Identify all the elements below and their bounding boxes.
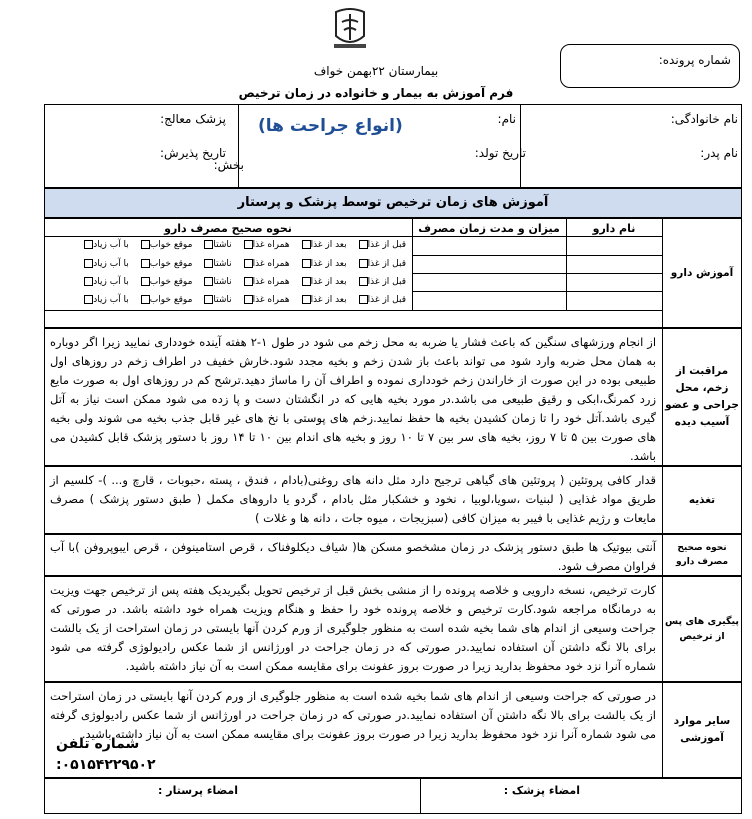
usage-option[interactable] [242, 240, 290, 250]
usage-option[interactable] [139, 295, 193, 305]
usage-option-label: بعد از غذا [310, 240, 347, 250]
checkbox-icon[interactable] [84, 259, 93, 268]
usage-option[interactable] [242, 277, 290, 287]
signatures-row [44, 778, 742, 814]
drug-usage-option-row [82, 277, 406, 287]
usage-option-label: قبل از غذا [367, 259, 406, 269]
father-name-label: نام پدر: [700, 146, 738, 160]
usage-option-label: همراه غذا [252, 277, 290, 287]
form-title: فرم آموزش به بیمار و خانواده در زمان ترخیص [238, 86, 514, 100]
file-number-label: شماره پرونده: [658, 53, 731, 67]
followup-text: کارت ترخیص، نسخه دارویی و خلاصه پرونده را از منشی بخش قبل از ترخیص تحویل بگیریدیک هفته پس از ترخیص جهت ویزیت به درمانگاه مراجعه شود.کارت ترخیص و خلاصه پرونده خود را حفظ و هنگام ویزیت همراه خود داشته باشد. در صورتی که جراحت وسیعی از اندام های شما بخیه شده است به منظور جلوگیری از ورم کردن آنها بایستی در زمان استراحت از یک بالشت برای بالا نگه داشتن آن استفاده نمایید.در صورتی که در زمان جراحت در اورژانس از شما عکس رادیولوژی گرفته می شود شماره آنرا نزد خود محفوظ بدارید زیرا در صورت بروز عفونت برای مقایسه ممکن است به آن نیاز داشته باشید. [50, 583, 656, 673]
usage-option-label: با آب زیاد [93, 295, 129, 305]
correct-drug-text: آنتی بیوتیک ها طبق دستور پزشک در زمان مشخصو مسکن ها( شیاف دیکلوفناک ، قرص استامینوفن ، قرص ایبوپروفن )با آب فراوان مصرف شود. [50, 540, 656, 573]
usage-option-label: ناشتا [213, 295, 232, 305]
doctor-signature-label: امضاء پزشک : [503, 784, 580, 797]
checkbox-icon[interactable] [141, 259, 150, 268]
hospital-name: بیمارستان ۲۲بهمن خواف [313, 64, 439, 78]
usage-option-label: موقع خواب [149, 259, 193, 269]
col-drug-name: نام دارو [592, 222, 636, 235]
usage-option[interactable] [357, 295, 406, 305]
usage-option[interactable] [82, 295, 129, 305]
nurse-signature-label: امضاء پرستار : [158, 784, 238, 797]
checkbox-icon[interactable] [141, 240, 150, 249]
usage-option[interactable] [202, 240, 231, 250]
usage-option-label: بعد از غذا [310, 259, 347, 269]
usage-option-label: موقع خواب [149, 277, 193, 287]
checkbox-icon[interactable] [244, 259, 253, 268]
nutrition-label: تغذیه [688, 493, 716, 506]
checkbox-icon[interactable] [84, 295, 93, 304]
usage-option[interactable] [242, 259, 290, 269]
checkbox-icon[interactable] [141, 295, 150, 304]
usage-option[interactable] [242, 295, 290, 305]
phone-label: شماره تلفن [56, 736, 140, 752]
col-drug-usage: نحوه صحیح مصرف دارو [164, 222, 292, 235]
usage-option[interactable] [202, 295, 231, 305]
checkbox-icon[interactable] [302, 240, 311, 249]
checkbox-icon[interactable] [302, 277, 311, 286]
wound-care-text: از انجام ورزشهای سنگین که باعث فشار یا ضربه به محل زخم می شود در طول ۱-۲ هفته آینده خودداری نمایید زیرا اگر دوباره به همان محل ضربه وارد شود می تواند باعث باز شدن زخم و بخیه مجدد شود.خارش خفیف در اطراف زخم در روزهای اول طبیعی بوده در این صورت از خاراندن زخم خودداری نموده و اطراف آن را ماساژ دهید.ترشح کم در روزهای اول به صورت مایع زرد کمرنگ،ابکی و رقیق طبیعی می باشد.در مورد بخیه هایی که در انگشتان دست و پا زده می شود ممکن است نیاز به آتل گیری باشد.آتل خود را تا زمان کشیدن بخیه ها حفظ نمایید.زخم های پوستی با نخ های غیر قابل جذب بخیه می شوند ولی بخیه های صورت بین ۵ تا ۷ روز، بخیه های سر بین ۷ تا ۱۰ روز و بخیه های اندام بین ۱۰ تا ۱۴ روز با دستور پزشک قابل کشیدن می باشد. [50, 335, 657, 463]
section-title: آموزش های زمان ترخیص توسط پزشک و پرستار [44, 188, 742, 218]
usage-option[interactable] [202, 277, 231, 287]
hospital-logo [330, 8, 370, 52]
followup-label: پیگیری های پس از ترخیص [665, 615, 739, 642]
usage-option[interactable] [139, 240, 193, 250]
usage-option-label: قبل از غذا [367, 240, 406, 250]
col-drug-dose: میزان و مدت زمان مصرف [418, 222, 560, 235]
file-number-box[interactable] [560, 44, 740, 88]
usage-option-label: بعد از غذا [310, 277, 347, 287]
physician-label: پزشک معالج: [160, 112, 226, 126]
checkbox-icon[interactable] [84, 277, 93, 286]
usage-option-label: با آب زیاد [93, 240, 129, 250]
usage-option[interactable] [82, 277, 129, 287]
phone-number: ۰۵۱۵۴۲۲۹۵۰۲: [56, 757, 156, 773]
correct-drug-label: نحوه صحیح مصرف دارو [675, 542, 729, 567]
birth-date-label: تاریخ تولد: [474, 146, 526, 160]
checkbox-icon[interactable] [244, 240, 253, 249]
department-label: بخش: [213, 158, 244, 172]
usage-option[interactable] [82, 259, 129, 269]
usage-option-label: موقع خواب [149, 295, 193, 305]
drug-usage-option-row [82, 295, 406, 305]
checkbox-icon[interactable] [302, 259, 311, 268]
usage-option[interactable] [357, 277, 406, 287]
drug-usage-option-row [82, 240, 406, 250]
usage-option[interactable] [202, 259, 231, 269]
usage-option-label: با آب زیاد [93, 259, 129, 269]
topic-title: (انواع جراحت ها) [258, 116, 403, 136]
usage-option[interactable] [300, 240, 347, 250]
first-name-label: نام: [497, 112, 516, 126]
checkbox-icon[interactable] [244, 295, 253, 304]
other-text: در صورتی که جراحت وسیعی از اندام های شما بخیه شده است به منظور جلوگیری از ورم کردن آنها بایستی در زمان استراحت از یک بالشت برای بالا نگه داشتن آن استفاده نمایید.در صورتی که در زمان جراحت در اورژانس از شما عکس رادیولوژی گرفته می شود شماره آنرا نزد خود محفوظ بدارید زیرا در صورت بروز عفونت برای مقایسه ممکن است به آن نیاز داشته باشید. [50, 689, 656, 741]
usage-option[interactable] [357, 240, 406, 250]
checkbox-icon[interactable] [302, 295, 311, 304]
checkbox-icon[interactable] [141, 277, 150, 286]
checkbox-icon[interactable] [359, 240, 368, 249]
usage-option[interactable] [139, 277, 193, 287]
wound-care-label: مراقبت از زخم، محل جراحی و عضو آسیب دیده [665, 365, 739, 428]
usage-option[interactable] [139, 259, 193, 269]
admission-date-label: تاریخ پذیرش: [160, 146, 226, 160]
checkbox-icon[interactable] [359, 259, 368, 268]
usage-option[interactable] [357, 259, 406, 269]
usage-option-label: بعد از غذا [310, 295, 347, 305]
usage-option-label: همراه غذا [252, 259, 290, 269]
usage-option-label: ناشتا [213, 277, 232, 287]
usage-option-label: قبل از غذا [367, 277, 406, 287]
drug-education-label: آموزش دارو [670, 266, 734, 279]
other-label: سایر موارد آموزشی [673, 715, 731, 744]
usage-option-label: ناشتا [213, 240, 232, 250]
usage-option[interactable] [300, 277, 347, 287]
last-name-label: نام خانوادگی: [670, 112, 738, 126]
phone-line [56, 754, 156, 773]
usage-option-label: همراه غذا [252, 295, 290, 305]
usage-option-label: موقع خواب [149, 240, 193, 250]
usage-option-label: قبل از غذا [367, 295, 406, 305]
nutrition-text: قدار کافی پروتئین ( پروتئین های گیاهی ترجیح دارد مثل دانه های روغنی(بادام ، فندق ، پسته ،حبوبات ، قارچ و... )- کلسیم از طریق مواد غذایی ( لبنیات ،سویا،لوبیا ، نخود و خشکبار مثل بادام ، گردو یا داروهای مکمل ( طبق دستور پزشک ) مصرف مایعات و رژیم غذایی با فیبر به میزان کافی (سبزیجات ، میوه جات ، دانه ها و غلات ) [50, 473, 656, 525]
usage-option-label: با آب زیاد [93, 277, 129, 287]
checkbox-icon[interactable] [359, 295, 368, 304]
usage-option[interactable] [300, 295, 347, 305]
checkbox-icon[interactable] [244, 277, 253, 286]
usage-option[interactable] [300, 259, 347, 269]
usage-option-label: ناشتا [213, 259, 232, 269]
checkbox-icon[interactable] [84, 240, 93, 249]
usage-option-label: همراه غذا [252, 240, 290, 250]
checkbox-icon[interactable] [359, 277, 368, 286]
drug-usage-option-row [82, 259, 406, 269]
usage-option[interactable] [82, 240, 129, 250]
